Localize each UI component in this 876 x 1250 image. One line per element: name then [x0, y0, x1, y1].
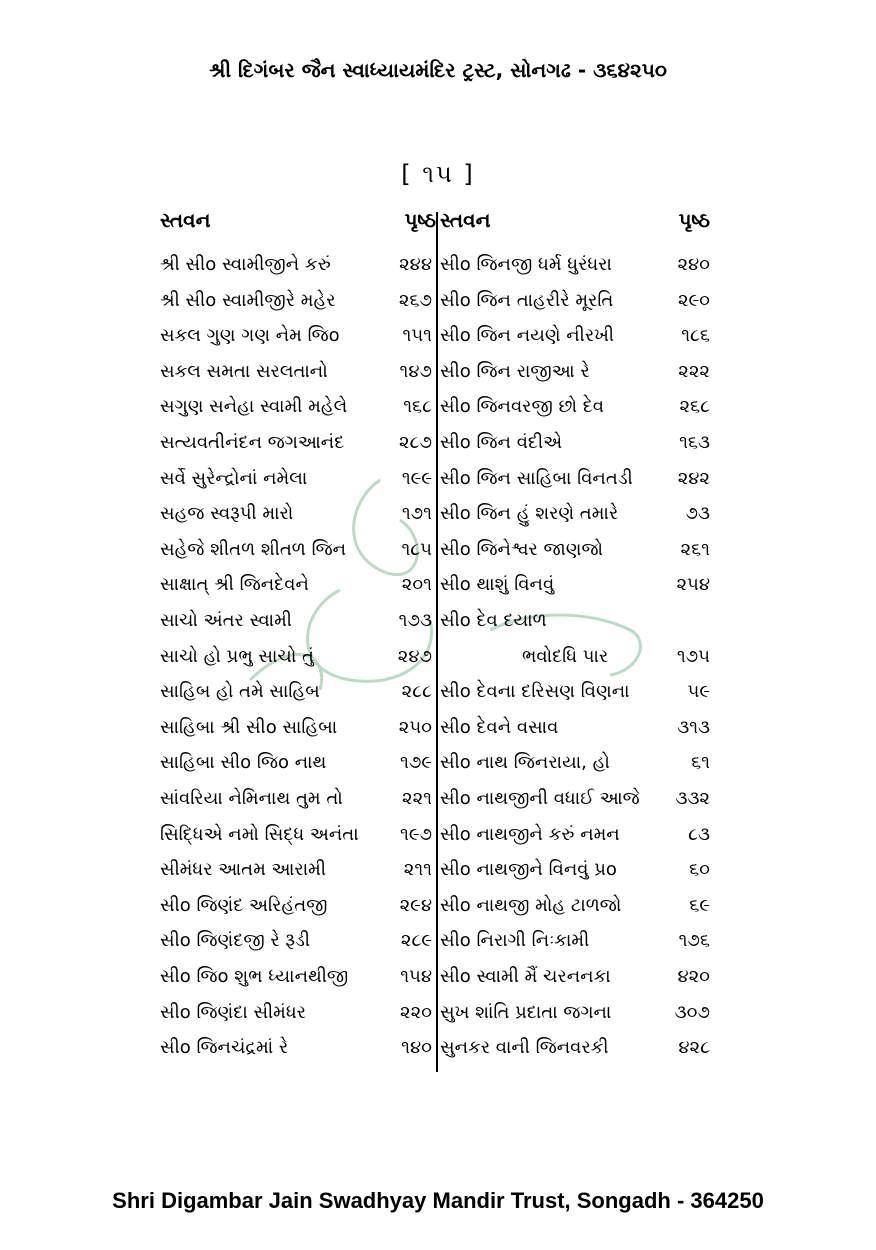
page-number-left: ૨૬૭ — [398, 289, 432, 311]
page-number-right: ૨૬૮ — [679, 396, 710, 418]
stavan-title-left: સાચો હો પ્રભુ સાચો તું — [160, 645, 314, 667]
table-row — [160, 574, 712, 604]
stavan-title-left: સત્યવતીનંદન જગઆનંદ — [160, 432, 345, 453]
table-row — [160, 254, 712, 284]
page-number-right: ૧૬૩ — [679, 432, 710, 453]
page-number-right: ૨૪૨ — [677, 467, 710, 489]
table-row — [160, 930, 712, 960]
page-number-right: ૨૪૦ — [677, 254, 710, 275]
page-number-right: ૬૯ — [689, 894, 710, 916]
stavan-title-right: સીo જિન રાજીઆ રે — [440, 360, 590, 382]
page-number-left: ૨૮૮ — [401, 681, 432, 703]
page-number-left: ૨૨૦ — [400, 1001, 432, 1023]
page-number: [ ૧૫ ] — [401, 160, 475, 188]
stavan-title-right: સીo નાથજીની વધાઈ આજે — [440, 788, 640, 809]
page-number-left: ૧૬૮ — [403, 396, 432, 418]
stavan-title-right: સીo જિન નયણે નીરખી — [440, 325, 615, 347]
stavan-title-right: સીo જિન તાહરીરે મૂરતિ — [440, 289, 614, 311]
stavan-title-right: સીo જિનજી ધર્મ ધુરંધરા — [440, 254, 612, 275]
stavan-title-right: સીo નાથજીને વિનવું પ્રo — [440, 859, 617, 881]
table-row — [160, 361, 712, 391]
page-number-right: ૫૯ — [687, 681, 710, 703]
stavan-title-right: સીo નિરાગી નિઃકામી — [440, 930, 590, 952]
stavan-title-left: સીo જિણંદ અરિહંતજી — [160, 894, 328, 916]
table-row — [160, 539, 712, 569]
stavan-title-right: ભવોદધિ પાર — [522, 645, 609, 667]
stavan-title-right: સીo દેવને વસાવ — [440, 716, 559, 738]
page-number-left: ૧૪૭ — [399, 360, 432, 382]
page-number-right: ૩૧૩ — [677, 716, 710, 738]
stavan-title-left: શ્રી સીo સ્વામીજીરે મહેર — [160, 289, 336, 311]
page-number-left: ૧૯૭ — [400, 823, 432, 845]
table-row — [160, 503, 712, 533]
table-row — [160, 681, 712, 711]
table-row — [160, 396, 712, 426]
table-row — [160, 895, 712, 925]
stavan-title-left: સકલ સમતા સરલતાનો — [160, 360, 328, 382]
page-number-right: ૬૧ — [691, 752, 710, 774]
page-number-left: ૨૦૧ — [401, 574, 432, 596]
page-number-left: ૨૪૭ — [397, 645, 432, 667]
page-number-left: ૧૪૦ — [401, 1037, 432, 1059]
stavan-title-right: સુનકર વાની જિનવરકી — [440, 1037, 609, 1059]
stavan-title-right: સીo નાથજી મોહ ટાળજો — [440, 894, 622, 916]
page-header: શ્રી દિગંબર જૈન સ્વાધ્યાયમંદિર ટ્રસ્ટ, સોનગઢ - ૩૬૪૨૫૦ — [209, 58, 667, 82]
page-number-left: ૧૭૧ — [401, 503, 432, 525]
page-number-right: ૪૨૮ — [678, 1037, 710, 1059]
table-row — [160, 824, 712, 854]
stavan-title-left: સિદ્ધિએ નમો સિદ્ધ અનંતા — [160, 823, 359, 845]
stavan-title-right: સીo જિનેશ્વર જાણજો — [440, 538, 604, 560]
table-row — [160, 1037, 712, 1067]
stavan-title-right: સીo નાથજીને કરું નમન — [440, 823, 620, 845]
table-row — [160, 966, 712, 996]
stavan-title-right: સીo જિન હું શરણે તમારે — [440, 503, 619, 525]
page-number-left: ૧૮૫ — [401, 538, 432, 560]
page-number-left: ૨૮૭ — [399, 432, 432, 453]
page-number-left: ૨૫૦ — [398, 716, 432, 738]
page-number-right: ૧૮૬ — [681, 325, 710, 347]
stavan-title-left: સીમંધર આતમ આરામી — [160, 859, 326, 881]
stavan-title-right: સીo થાશું વિનવું — [440, 574, 555, 596]
stavan-title-left: સાચો અંતર સ્વામી — [160, 610, 292, 631]
page-number-right: ૧૭૫ — [676, 645, 710, 667]
stavan-title-right: સીo દેવ દયાળ — [440, 610, 547, 631]
page-number-left: ૧૭૯ — [400, 752, 432, 774]
table-row — [160, 1002, 712, 1032]
column-header-stavan-left: સ્તવન — [160, 208, 211, 232]
page-number-left: ૨૮૯ — [400, 930, 432, 952]
stavan-title-left: સકલ ગુણ ગણ નેમ જિo — [160, 325, 340, 347]
table-row — [160, 752, 712, 782]
page-number-right: ૭૩ — [685, 503, 710, 525]
table-row — [160, 325, 712, 355]
stavan-title-right: સીo જિનવરજી છો દેવ — [440, 396, 604, 418]
page-number-left: ૨૧૧ — [403, 859, 432, 881]
stavan-title-left: સાંવરિયા નેમિનાથ તુમ તો — [160, 788, 343, 809]
page-number-right: ૪૨૦ — [677, 966, 710, 987]
table-row — [160, 717, 712, 747]
column-header-page-right: પૃષ્ઠ — [678, 208, 710, 232]
page-number-right: ૬૦ — [689, 859, 710, 881]
stavan-title-right: સુખ શાંતિ પ્રદાતા જગના — [440, 1001, 612, 1023]
page-number-left: ૨૯૪ — [399, 894, 432, 916]
page-number-right: ૨૯૦ — [677, 289, 710, 311]
stavan-title-left: સહજ સ્વરૂપી મારો — [160, 503, 294, 525]
table-row — [160, 646, 712, 676]
table-row — [160, 290, 712, 320]
page-number-right: ૧૭૬ — [678, 930, 710, 952]
stavan-title-left: સાહિબા શ્રી સીo સાહિબા — [160, 716, 338, 738]
stavan-title-left: સાહિબ હો તમે સાહિબ — [160, 681, 320, 703]
stavan-title-left: સહેજે શીતળ શીતળ જિન — [160, 538, 347, 560]
page-number-right: ૩૩૨ — [675, 788, 710, 809]
stavan-title-left: સીo જિનચંદ્રમાં રે — [160, 1037, 289, 1059]
stavan-title-right: સીo જિન વંદીએ — [440, 432, 563, 453]
table-row — [160, 468, 712, 498]
table-row — [160, 432, 712, 462]
table-row — [160, 859, 712, 889]
stavan-title-right: સીo જિન સાહિબા વિનતડી — [440, 467, 633, 489]
page-number-left: ૧૭૩ — [398, 610, 432, 631]
stavan-title-left: સગુણ સનેહા સ્વામી મહેલે — [160, 396, 348, 418]
stavan-title-left: શ્રી સીo સ્વામીજીને કરું — [160, 254, 331, 275]
stavan-title-left: સર્વે સુરેન્દ્રોનાં નમેલા — [160, 467, 308, 489]
page-number-left: ૧૫૪ — [400, 966, 432, 987]
page-number-left: ૨૪૪ — [399, 254, 432, 275]
stavan-title-left: સાક્ષાત્ શ્રી જિનદેવને — [160, 574, 309, 596]
page-number-left: ૧૯૯ — [401, 467, 432, 489]
page-number-left: ૨૨૧ — [402, 788, 432, 809]
table-row — [160, 610, 712, 640]
page-footer: Shri Digambar Jain Swadhyay Mandir Trust, Songadh - 364250 — [112, 1188, 764, 1213]
page-number-left: ૧૫૧ — [402, 325, 432, 347]
stavan-title-left: સીo જિo શુભ ધ્યાનથીજી — [160, 966, 349, 987]
page-number-right: ૩૦૭ — [674, 1001, 710, 1023]
column-header-stavan-right: સ્તવન — [440, 208, 491, 232]
stavan-title-left: સીo જિણંદજી રે રૂડી — [160, 930, 311, 952]
stavan-title-left: સાહિબા સીo જિo નાથ — [160, 752, 327, 774]
column-header-page-left: પૃષ્ઠ — [404, 208, 436, 232]
table-row — [160, 788, 712, 818]
stavan-title-right: સીo દેવના દરિસણ વિણના — [440, 681, 630, 703]
stavan-title-right: સીo નાથ જિનરાયા, હો — [440, 752, 610, 774]
page-number-right: ૮૩ — [688, 823, 710, 845]
stavan-title-left: સીo જિણંદા સીમંધર — [160, 1001, 306, 1023]
page-number-right: ૨૫૪ — [676, 574, 710, 596]
stavan-title-right: સીo સ્વામી મૈં ચરનનકા — [440, 966, 611, 987]
page-number-right: ૨૨૨ — [678, 360, 710, 382]
page-number-right: ૨૬૧ — [680, 538, 710, 560]
